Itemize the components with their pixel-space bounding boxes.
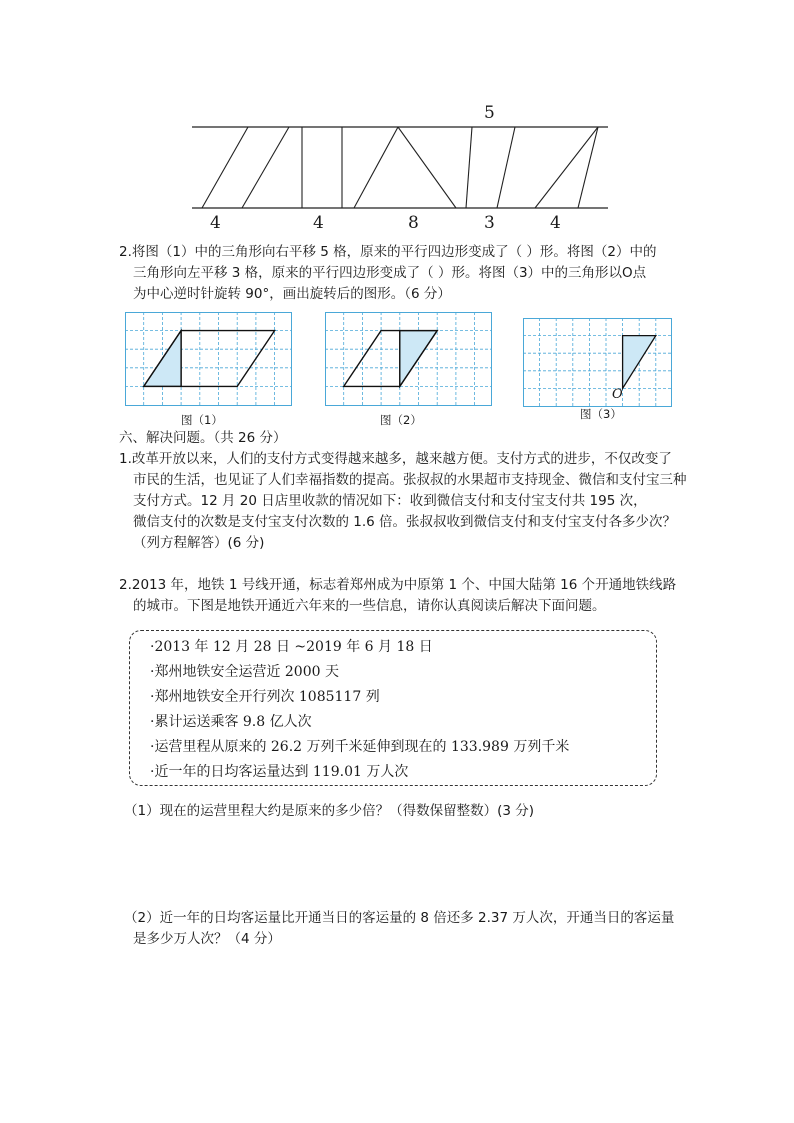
grid-figure-2: [325, 312, 493, 407]
p2-line: 的城市。下图是地铁开通近六年来的一些信息，请你认真阅读后解决下面问题。: [133, 598, 606, 614]
strip-top-number: 5: [484, 103, 495, 123]
grid-figure-1: [125, 312, 293, 407]
info-item: ·近一年的日均客运量达到 119.01 万人次: [150, 764, 409, 780]
sub-question-2-line: 是多少万人次？（4 分）: [133, 931, 281, 947]
q2-line: 三角形向左平移 3 格，原来的平行四边形变成了（ ）形。将图（3）中的三角形以O点: [133, 265, 647, 281]
info-item: ·累计运送乘客 9.8 亿人次: [150, 714, 312, 730]
grid-caption-2: 图（2）: [380, 413, 422, 427]
grid-caption-1: 图（1）: [181, 413, 223, 427]
p2-line: 2.2013 年，地铁 1 号线开通，标志着郑州成为中原第 1 个、中国大陆第 16 个开通地铁线路: [119, 577, 677, 593]
info-item: ·郑州地铁安全运营近 2000 天: [150, 664, 339, 680]
p1-line: 市民的生活，也见证了人们幸福指数的提高。张叔叔的水果超市支持现金、微信和支付宝三种: [133, 472, 687, 488]
point-o-label: O: [612, 387, 623, 402]
info-item: ·2013 年 12 月 28 日 ~2019 年 6 月 18 日: [150, 639, 433, 655]
section-title: 六、解决问题。（共 26 分）: [119, 430, 287, 446]
strip-bottom-number: 4: [210, 213, 221, 233]
p1-line: （列方程解答）(6 分): [133, 535, 265, 551]
strip-bottom-number: 3: [484, 213, 495, 233]
p1-line: 支付方式。12 月 20 日店里收款的情况如下：收到微信支付和支付宝支付共 195 次，: [133, 493, 647, 509]
grid-caption-3: 图（3）: [580, 407, 622, 421]
sub-question-1: （1）现在的运营里程大约是原来的多少倍？（得数保留整数）(3 分): [124, 803, 535, 819]
info-item: ·郑州地铁安全开行列次 1085117 列: [150, 689, 380, 705]
q2-line: 为中心逆时针旋转 90°，画出旋转后的图形。（6 分）: [133, 286, 451, 302]
strip-bottom-number: 8: [408, 213, 419, 233]
grid-figure-3: [523, 318, 673, 408]
p1-line: 微信支付的次数是支付宝支付次数的 1.6 倍。张叔叔收到微信支付和支付宝支付各多少次？: [133, 514, 677, 530]
p1-line: 1.改革开放以来，人们的支付方式变得越来越多，越来越方便。支付方式的进步，不仅改变了: [119, 451, 672, 467]
strip-bottom-number: 4: [313, 213, 324, 233]
sub-question-2-line: （2）近一年的日均客运量比开通当日的客运量的 8 倍还多 2.37 万人次，开通当日的客运量: [124, 910, 675, 926]
q2-line: 2.将图（1）中的三角形向右平移 5 格，原来的平行四边形变成了（ ）形。将图（2）中的: [119, 244, 657, 260]
info-item: ·运营里程从原来的 26.2 万列千米延伸到现在的 133.989 万列千米: [150, 739, 570, 755]
strip-bottom-number: 4: [550, 213, 561, 233]
